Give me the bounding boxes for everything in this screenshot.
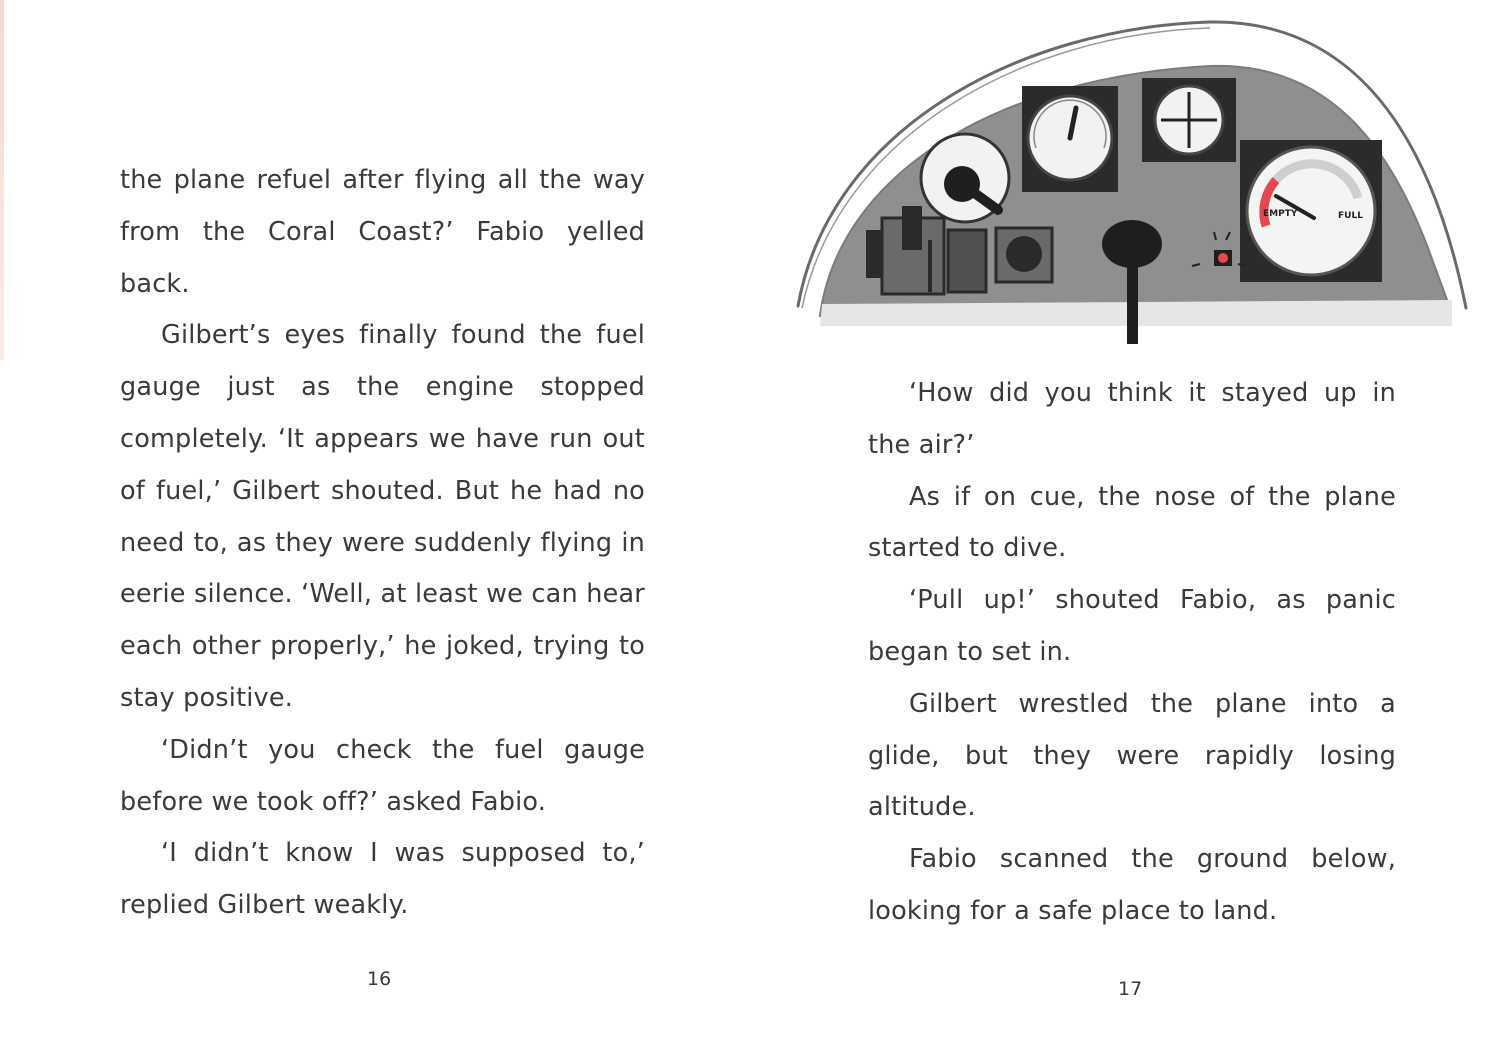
cockpit-illustration: [790, 8, 1470, 348]
paragraph: Gilbert’s eyes finally found the fuel gauge just as the engine stopped completely. ‘It appears we have run out of fuel,’ Gilbert shouted. But he had no need to, as they were suddenly flying in eerie silence. ‘Well, at least we can hear each other properly,’ he joked, trying to stay positive.: [120, 320, 645, 713]
switch-dial: [996, 228, 1052, 282]
paragraph: As if on cue, the nose of the plane started to dive.: [868, 481, 1396, 564]
page-number: 16: [367, 968, 392, 990]
paragraph: ‘I didn’t know I was supposed to,’ replied Gilbert weakly.: [120, 838, 645, 921]
right-page-text: [868, 368, 1396, 938]
throttle-dial: [921, 134, 1009, 222]
page-number: 17: [1118, 978, 1143, 1000]
paragraph: ‘Pull up!’ shouted Fabio, as panic began to set in.: [868, 585, 1396, 667]
clock-gauge: [1022, 86, 1118, 192]
paragraph: ‘Didn’t you check the fuel gauge before we took off?’ asked Fabio.: [120, 734, 645, 817]
fuel-gauge: [1240, 140, 1382, 282]
paragraph: Fabio scanned the ground below, looking for a safe place to land.: [868, 844, 1396, 926]
paragraph: Gilbert wrestled the plane into a glide, but they were rapidly losing altitude.: [868, 688, 1396, 823]
right-page: [750, 0, 1500, 1049]
fuel-gauge-full-label: FULL: [1338, 211, 1363, 221]
left-page-text: [120, 155, 645, 932]
attitude-gauge: [1142, 78, 1236, 162]
paragraph: ‘How did you think it stayed up in the air?’: [868, 378, 1396, 460]
fuel-gauge-empty-label: EMPTY: [1263, 209, 1298, 219]
paragraph: the plane refuel after flying all the way from the Coral Coast?’ Fabio yelled back.: [120, 165, 645, 299]
